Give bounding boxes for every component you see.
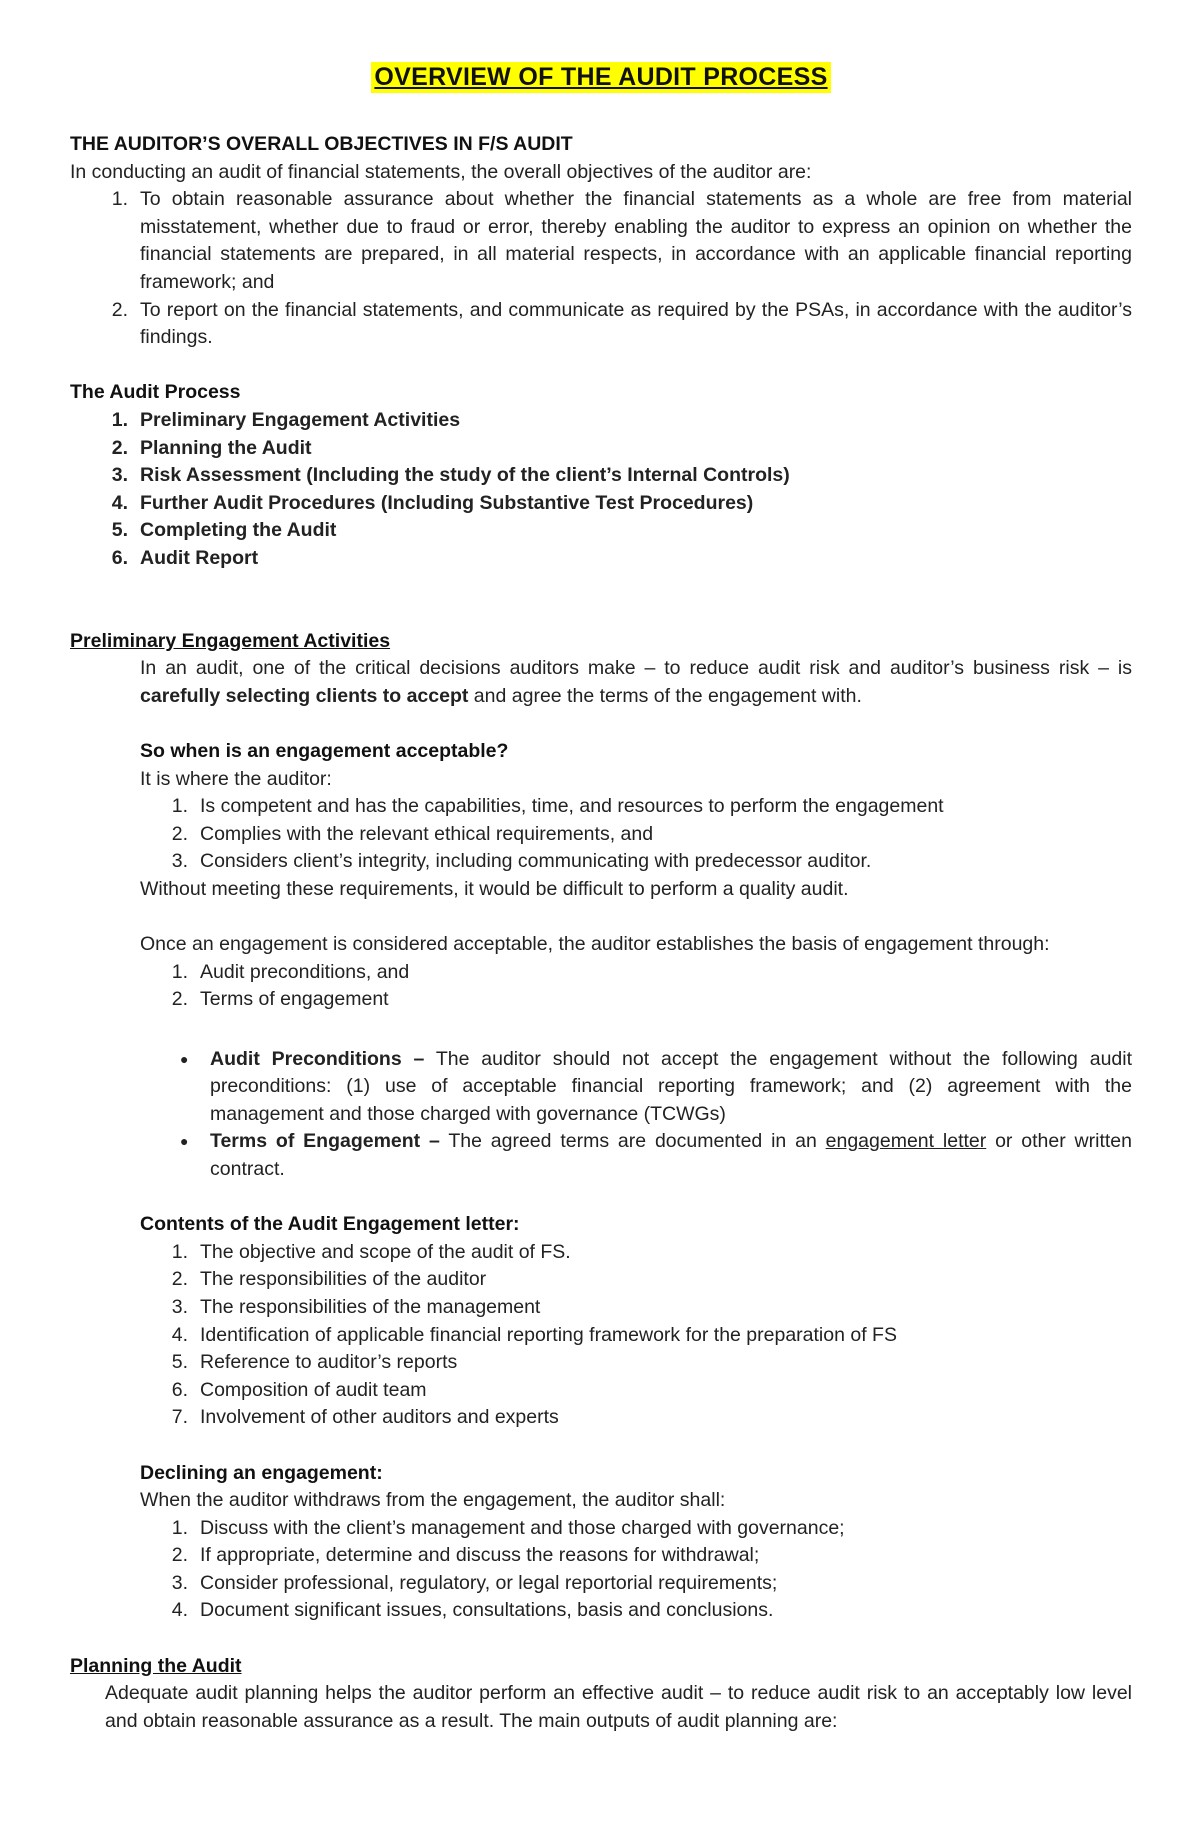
contents-heading: Contents of the Audit Engagement letter: <box>140 1213 520 1236</box>
list-number: 1. <box>171 795 188 818</box>
list-text: Completing the Audit <box>140 519 337 542</box>
list-number: 5. <box>171 1351 188 1374</box>
acceptable-outro: Without meeting these requirements, it would be difficult to perform a quality audit. <box>140 878 849 901</box>
bullet-icon: ● <box>180 1050 189 1067</box>
list-number: 6. <box>171 1378 188 1401</box>
list-item <box>70 490 1132 518</box>
list-item <box>140 1377 1132 1405</box>
bullet-body: The agreed terms are documented in an <box>439 1130 826 1153</box>
list-item <box>140 1404 1132 1432</box>
list-text: Audit Report <box>140 546 259 569</box>
list-item <box>140 1266 1132 1294</box>
list-item <box>70 186 1132 296</box>
list-text: Planning the Audit <box>140 436 312 459</box>
basis-bullets <box>140 1046 1132 1184</box>
list-item <box>140 959 1132 987</box>
list-text: Considers client’s integrity, including communicating with predecessor auditor. <box>200 850 872 873</box>
list-item <box>70 435 1132 463</box>
list-item <box>140 1349 1132 1377</box>
list-number: 2. <box>171 1544 188 1567</box>
engagement-letter-term: engagement letter <box>825 1130 987 1153</box>
page-title: OVERVIEW OF THE AUDIT PROCESS <box>371 62 830 93</box>
process-list <box>70 407 1132 573</box>
objectives-intro: In conducting an audit of financial statements, the overall objectives of the auditor are: <box>70 160 812 183</box>
acceptable-intro: It is where the auditor: <box>140 767 332 790</box>
list-text: The responsibilities of the auditor <box>200 1268 487 1291</box>
list-text: To obtain reasonable assurance about whether the financial statements as a whole are free from material misstatement, whether due to fraud or error, thereby enabling the auditor to express an opinion on whether the financial statements are prepared, in all material respects, in accordance with an applicable financial reporting framework; and <box>140 188 1132 293</box>
list-number: 1. <box>171 1240 188 1263</box>
bullet-text <box>210 1046 1132 1129</box>
list-number: 3. <box>171 1571 188 1594</box>
document-page <box>70 62 1132 1735</box>
list-item <box>140 821 1132 849</box>
declining-intro: When the auditor withdraws from the engagement, the auditor shall: <box>140 1489 726 1512</box>
list-text: Composition of audit team <box>200 1378 427 1401</box>
intro-text-end: and agree the terms of the engagement with. <box>468 684 862 707</box>
list-text: Reference to auditor’s reports <box>200 1351 458 1374</box>
list-text: If appropriate, determine and discuss the reasons for withdrawal; <box>200 1544 760 1567</box>
list-number: 4. <box>171 1323 188 1346</box>
list-item <box>70 462 1132 490</box>
list-number: 2. <box>171 822 188 845</box>
list-number: 3. <box>171 850 188 873</box>
acceptable-list <box>140 793 1132 876</box>
list-text: Discuss with the client’s management and those charged with governance; <box>200 1516 845 1539</box>
list-number: 2. <box>111 298 128 321</box>
list-text: Further Audit Procedures (Including Substantive Test Procedures) <box>140 491 754 514</box>
list-item <box>140 1597 1132 1625</box>
bullet-body-end: or other written contract. <box>210 1130 1132 1180</box>
list-item <box>70 545 1132 573</box>
bullet-label: Audit Preconditions – <box>210 1047 425 1070</box>
list-text: The objective and scope of the audit of FS. <box>200 1240 571 1263</box>
list-item <box>70 407 1132 435</box>
objectives-list <box>70 186 1132 352</box>
planning-text: Adequate audit planning helps the auditor perform an effective audit – to reduce audit risk to an acceptably low level and obtain reasonable assurance as a result. The main outputs of audit planning are: <box>105 1682 1132 1732</box>
list-item <box>70 517 1132 545</box>
list-text: Identification of applicable financial reporting framework for the preparation of FS <box>200 1323 897 1346</box>
acceptable-heading: So when is an engagement acceptable? <box>140 740 509 763</box>
bullet-text <box>210 1128 1132 1183</box>
list-number: 1. <box>111 408 128 431</box>
list-text: Audit preconditions, and <box>200 960 410 983</box>
list-text: The responsibilities of the management <box>200 1295 541 1318</box>
list-number: 3. <box>111 464 128 487</box>
list-number: 1. <box>171 1516 188 1539</box>
title-wrap <box>70 62 1132 93</box>
list-number: 3. <box>171 1295 188 1318</box>
list-number: 2. <box>171 988 188 1011</box>
preliminary-intro <box>140 655 1132 710</box>
list-number: 4. <box>111 491 128 514</box>
list-text: Is competent and has the capabilities, time, and resources to perform the engagement <box>200 795 944 818</box>
list-item <box>140 986 1132 1014</box>
list-text: Terms of engagement <box>200 988 389 1011</box>
bullet-item-preconditions <box>140 1046 1132 1129</box>
list-number: 1. <box>111 188 128 211</box>
list-item <box>140 1239 1132 1267</box>
list-item <box>140 1570 1132 1598</box>
list-text: Consider professional, regulatory, or legal reportorial requirements; <box>200 1571 778 1594</box>
bullet-icon: ● <box>180 1133 189 1150</box>
list-number: 7. <box>171 1406 188 1429</box>
list-text: Preliminary Engagement Activities <box>140 408 461 431</box>
list-item <box>140 1322 1132 1350</box>
list-item <box>140 848 1132 876</box>
list-item <box>140 1542 1132 1570</box>
list-item <box>70 297 1132 352</box>
list-text: Involvement of other auditors and experts <box>200 1406 559 1429</box>
list-number: 4. <box>171 1599 188 1622</box>
list-text: To report on the financial statements, and communicate as required by the PSAs, in accordance with the auditor’s findings. <box>140 298 1132 349</box>
intro-bold: carefully selecting clients to accept <box>140 684 469 707</box>
basis-intro: Once an engagement is considered acceptable, the auditor establishes the basis of engagement through: <box>140 933 1050 956</box>
list-text: Complies with the relevant ethical requirements, and <box>200 822 654 845</box>
list-number: 1. <box>171 960 188 983</box>
declining-heading: Declining an engagement: <box>140 1461 383 1484</box>
list-item <box>140 793 1132 821</box>
bullet-body: The auditor should not accept the engagement without the following audit preconditions: (1) use of acceptable financial reporting framework; and (2) agreement with the management and those charged with governance (TCWGs) <box>210 1047 1133 1125</box>
bullet-item-terms <box>140 1128 1132 1183</box>
list-item <box>140 1294 1132 1322</box>
list-number: 2. <box>171 1268 188 1291</box>
contents-list <box>140 1239 1132 1432</box>
list-number: 6. <box>111 546 128 569</box>
list-number: 5. <box>111 519 128 542</box>
process-heading: The Audit Process <box>70 381 241 404</box>
objectives-heading: THE AUDITOR’S OVERALL OBJECTIVES IN F/S AUDIT <box>70 133 573 155</box>
preliminary-heading: Preliminary Engagement Activities <box>70 629 391 652</box>
list-number: 2. <box>111 436 128 459</box>
list-text: Risk Assessment (Including the study of the client’s Internal Controls) <box>140 464 790 487</box>
intro-text: In an audit, one of the critical decisions auditors make – to reduce audit risk and auditor’s business risk – is <box>140 657 1132 680</box>
basis-list <box>140 959 1132 1014</box>
planning-heading: Planning the Audit <box>70 1654 242 1677</box>
bullet-label: Terms of Engagement – <box>210 1130 440 1153</box>
list-text: Document significant issues, consultations, basis and conclusions. <box>200 1599 774 1622</box>
declining-list <box>140 1515 1132 1625</box>
list-item <box>140 1515 1132 1543</box>
